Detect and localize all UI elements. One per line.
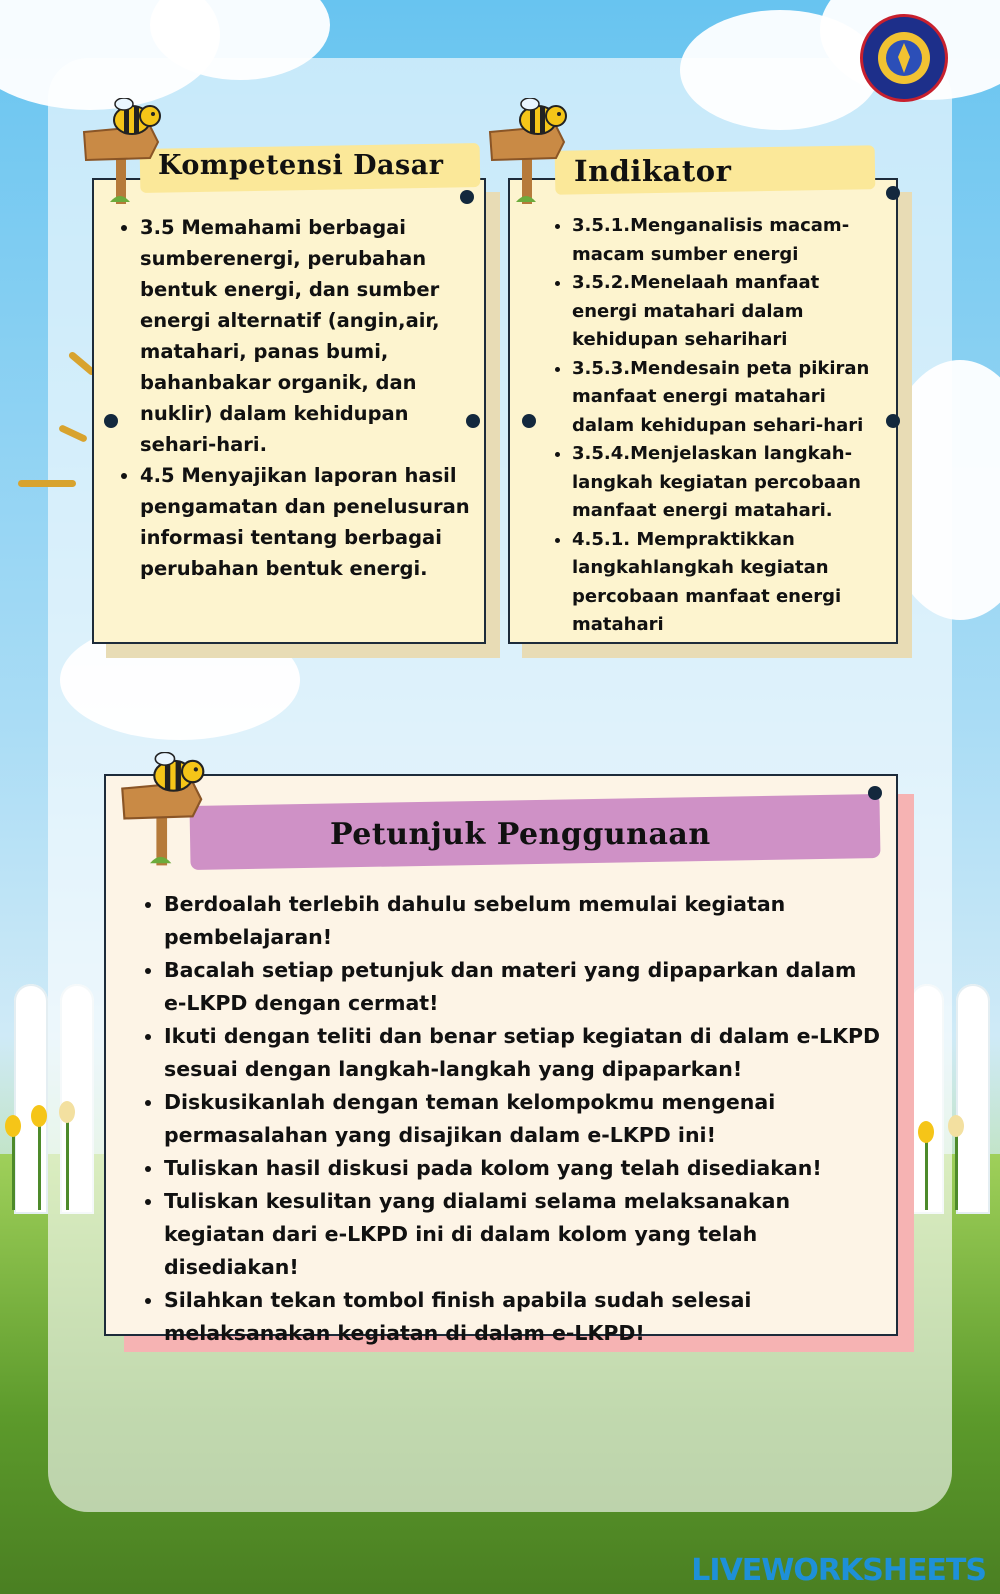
list-item: • Bacalah setiap petunjuk dan materi yang dipaparkan dalam e-LKPD dengan cermat! bbox=[164, 954, 882, 1020]
bee-signpost-icon bbox=[80, 98, 170, 208]
list-item: • 3.5.2.Menelaah manfaat energi matahari dalam kehidupan seharihari bbox=[572, 269, 884, 355]
kompetensi-dasar-list bbox=[118, 212, 470, 584]
list-item: • 3.5 Memahami berbagai sumberenergi, perubahan bentuk energi, dan sumber energi alternatif (angin,air, matahari, panas bumi, bahanbakar organik, dan nuklir) dalam kehidupan sehari-hari. bbox=[140, 212, 470, 460]
list-item: • 4.5 Menyajikan laporan hasil pengamatan dan penelusuran informasi tentang berbagai perubahan bentuk energi. bbox=[140, 460, 470, 584]
list-item: • 3.5.1.Menganalisis macam-macam sumber energi bbox=[572, 212, 884, 269]
indikator-title: Indikator bbox=[574, 154, 732, 188]
list-item: • Diskusikanlah dengan teman kelompokmu mengenai permasalahan yang disajikan dalam e-LKPD ini! bbox=[164, 1086, 882, 1152]
list-item: • Berdoalah terlebih dahulu sebelum memulai kegiatan pembelajaran! bbox=[164, 888, 882, 954]
bee-signpost-icon bbox=[118, 752, 214, 870]
list-item: • Ikuti dengan teliti dan benar setiap kegiatan di dalam e-LKPD sesuai dengan langkah-langkah yang dipaparkan! bbox=[164, 1020, 882, 1086]
list-item: • Tuliskan hasil diskusi pada kolom yang telah disediakan! bbox=[164, 1152, 882, 1185]
pin bbox=[868, 786, 882, 800]
petunjuk-title: Petunjuk Penggunaan bbox=[330, 817, 711, 852]
pin bbox=[460, 190, 474, 204]
tulip-flowers-decoration bbox=[905, 1100, 995, 1210]
list-item: • Silahkan tekan tombol finish apabila sudah selesai melaksanakan kegiatan di dalam e-LKPD! bbox=[164, 1284, 882, 1350]
petunjuk-list bbox=[142, 888, 882, 1350]
pin bbox=[886, 414, 900, 428]
tulip-flowers-decoration bbox=[0, 1090, 90, 1210]
kompetensi-dasar-title: Kompetensi Dasar bbox=[158, 150, 444, 181]
list-item: • 3.5.3.Mendesain peta pikiran manfaat energi matahari dalam kehidupan sehari-hari bbox=[572, 355, 884, 441]
pin bbox=[886, 186, 900, 200]
indikator-list bbox=[550, 212, 884, 640]
sun-ray-decoration bbox=[18, 480, 76, 487]
list-item: • 4.5.1. Mempraktikkan langkahlangkah kegiatan percobaan manfaat energi matahari bbox=[572, 526, 884, 640]
emblem-icon bbox=[863, 17, 945, 99]
university-logo bbox=[860, 14, 948, 102]
list-item: • Tuliskan kesulitan yang dialami selama melaksanakan kegiatan dari e-LKPD ini di dalam kolom yang telah disediakan! bbox=[164, 1185, 882, 1284]
liveworksheets-watermark: LIVEWORKSHEETS bbox=[691, 1553, 986, 1588]
list-item: • 3.5.4.Menjelaskan langkah-langkah kegiatan percobaan manfaat energi matahari. bbox=[572, 440, 884, 526]
pin bbox=[104, 414, 118, 428]
pin bbox=[522, 414, 536, 428]
bee-signpost-icon bbox=[486, 98, 576, 208]
